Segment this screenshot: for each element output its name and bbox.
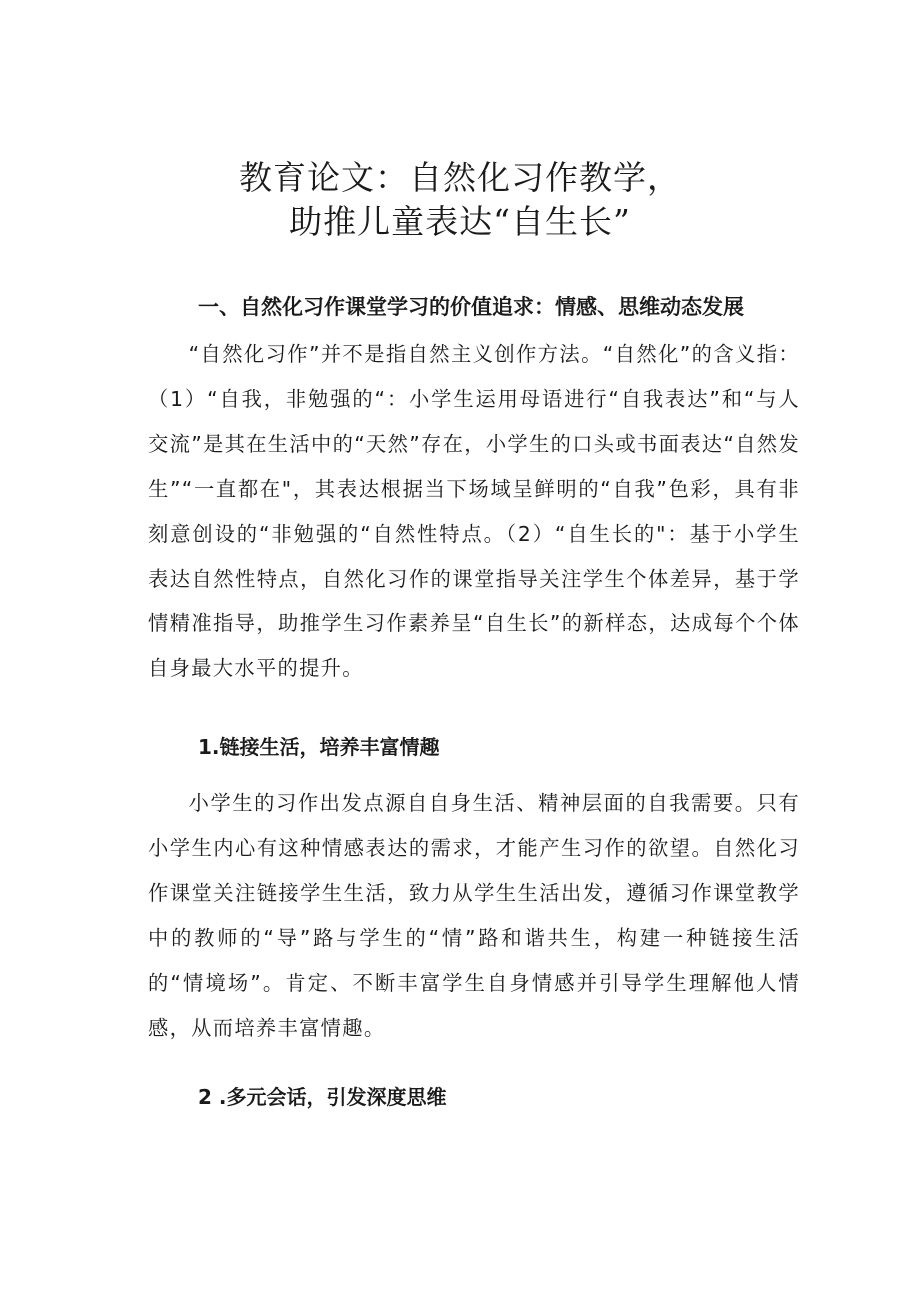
- section-1-paragraph: “自然化习作”并不是指自然主义创作方法。“自然化”的含义指：（1）“自我，非勉强的“：小学生运用母语进行“自我表达”和“与人交流”是其在生活中的“天然”存在，小学生的口头或书面表达“自然发生”“一直都在"，其表达根据当下场域呈鲜明的“自我”色彩，具有非刻意创设的“非勉强的“自然性特点。（2）“自生长的"：基于小学生表达自然性特点，自然化习作的课堂指导关注学生个体差异，基于学情精准指导，助推学生习作素养呈“自生长”的新样态，达成每个个体自身最大水平的提升。: [148, 342, 800, 681]
- subsection-1-paragraph: 小学生的习作出发点源自自身生活、精神层面的自我需要。只有小学生内心有这种情感表达的需求，才能产生习作的欲望。自然化习作课堂关注链接学生生活，致力从学生生活出发，遵循习作课堂教学中的教师的“导”路与学生的“情”路和谐共生，构建一种链接生活的“情境场”。肯定、不断丰富学生自身情感并引导学生理解他人情感，从而培养丰富情趣。: [148, 791, 800, 1040]
- subsection-1-heading: 1.链接生活，培养丰富情趣: [198, 735, 440, 759]
- subsection-2-heading: 2 .多元会话，引发深度思维: [198, 1085, 447, 1109]
- section-1-heading: 一、自然化习作课堂学习的价值追求：情感、思维动态发展: [198, 295, 744, 319]
- document-title-line-1: 教育论文：自然化习作教学，: [239, 158, 681, 197]
- document-title-line-2: 助推儿童表达“自生长”: [289, 202, 631, 241]
